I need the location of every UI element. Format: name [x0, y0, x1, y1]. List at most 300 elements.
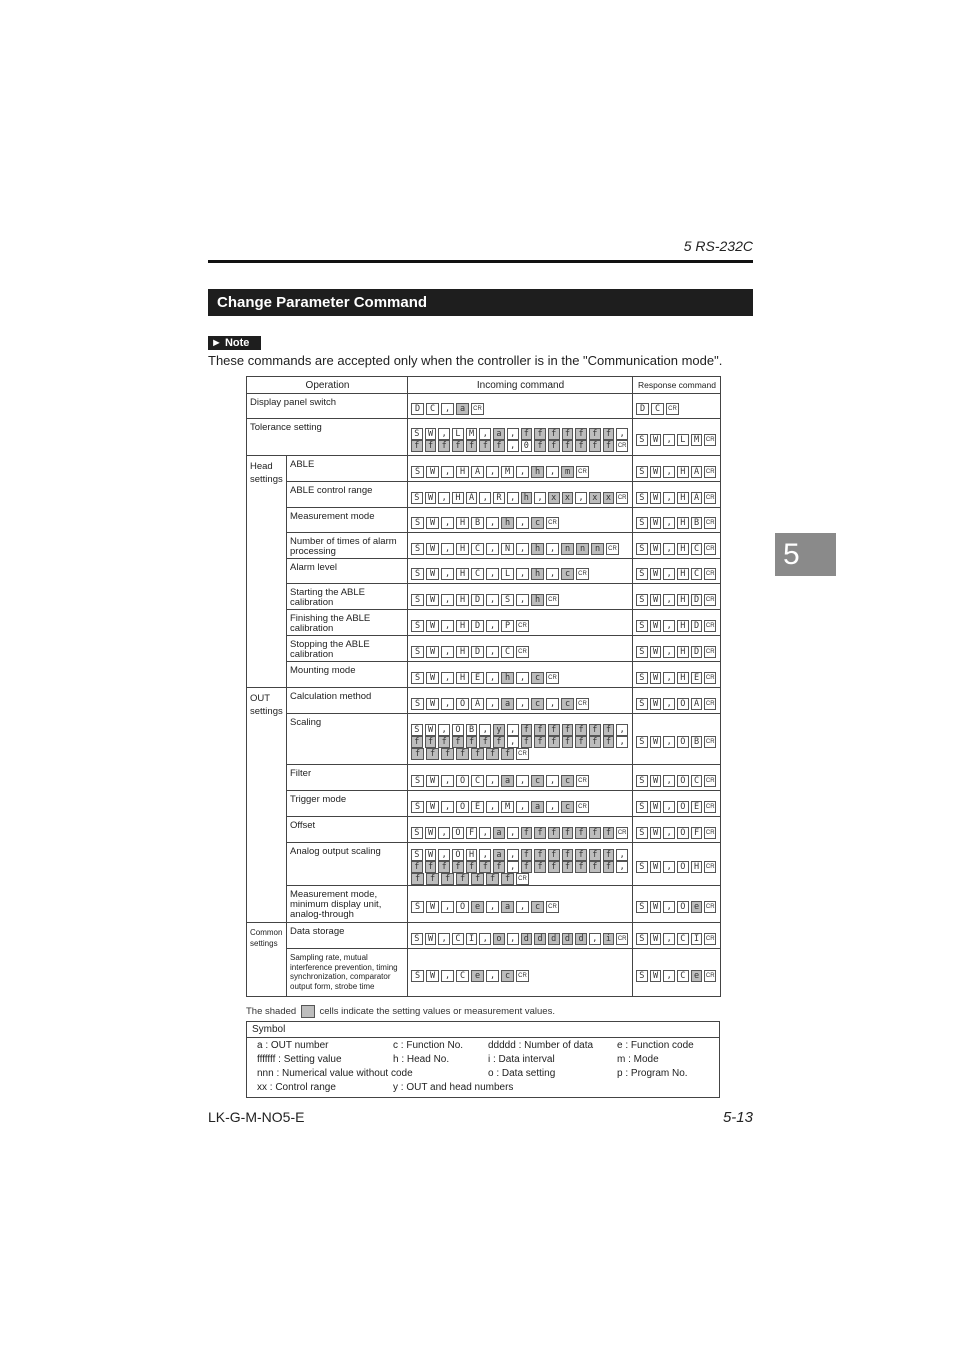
- command-char-cell: S: [636, 901, 648, 913]
- command-sequence: [411, 933, 630, 944]
- command-sequence: [411, 861, 630, 872]
- table-row: [247, 610, 721, 636]
- setting-value-cell: f: [548, 827, 560, 839]
- command-char-cell: W: [650, 827, 662, 839]
- setting-value-cell: f: [411, 440, 423, 452]
- response-command: [633, 765, 721, 791]
- command-char-cell: S: [636, 594, 648, 606]
- carriage-return-cell: CR: [704, 901, 716, 913]
- setting-value-cell: f: [562, 736, 574, 748]
- table-row: [247, 688, 721, 714]
- carriage-return-cell: CR: [704, 775, 716, 787]
- command-char-cell: H: [456, 466, 469, 478]
- carriage-return-cell: CR: [576, 801, 589, 813]
- command-char-cell: B: [471, 517, 484, 529]
- command-char-cell: R: [493, 492, 505, 504]
- setting-value-cell: c: [531, 672, 544, 684]
- command-char-cell: S: [636, 517, 648, 529]
- setting-value-cell: h: [501, 517, 514, 529]
- command-char-cell: W: [650, 698, 662, 710]
- command-char-cell: ,: [516, 672, 529, 684]
- command-char-cell: H: [456, 620, 469, 632]
- command-char-cell: W: [426, 646, 439, 658]
- setting-value-cell: f: [466, 736, 478, 748]
- table-row: [247, 394, 721, 419]
- setting-value-cell: h: [501, 672, 514, 684]
- table-row: [247, 533, 721, 559]
- command-char-cell: ,: [479, 724, 491, 736]
- command-char-cell: S: [411, 698, 424, 710]
- command-char-cell: H: [677, 517, 689, 529]
- command-char-cell: S: [636, 970, 648, 982]
- setting-value-cell: a: [493, 428, 505, 440]
- setting-value-cell: f: [589, 849, 601, 861]
- symbol-item: h : Head No.: [393, 1054, 450, 1065]
- group-label-head: Head settings: [247, 456, 287, 688]
- carriage-return-cell: CR: [576, 568, 589, 580]
- command-char-cell: D: [691, 646, 703, 658]
- command-char-cell: F: [466, 827, 478, 839]
- command-char-cell: ,: [516, 775, 529, 787]
- setting-value-cell: n: [591, 543, 604, 555]
- command-char-cell: S: [636, 646, 648, 658]
- symbol-legend: [246, 1021, 720, 1098]
- command-char-cell: W: [426, 466, 439, 478]
- command-char-cell: ,: [441, 646, 454, 658]
- command-char-cell: I: [691, 933, 703, 945]
- command-char-cell: ,: [534, 492, 546, 504]
- command-char-cell: C: [677, 933, 689, 945]
- carriage-return-cell: CR: [704, 827, 716, 839]
- command-char-cell: ,: [441, 801, 454, 813]
- setting-value-cell: f: [603, 849, 615, 861]
- command-char-cell: H: [456, 594, 469, 606]
- command-char-cell: S: [636, 543, 648, 555]
- command-char-cell: ,: [616, 861, 628, 873]
- command-char-cell: ,: [546, 568, 559, 580]
- setting-value-cell: f: [501, 748, 514, 760]
- command-char-cell: ,: [486, 466, 499, 478]
- setting-value-cell: f: [534, 827, 546, 839]
- setting-value-cell: x: [562, 492, 574, 504]
- command-char-cell: O: [456, 901, 469, 913]
- setting-value-cell: f: [603, 827, 615, 839]
- carriage-return-cell: CR: [616, 827, 628, 839]
- command-sequence: [636, 434, 718, 445]
- setting-value-cell: f: [471, 873, 484, 885]
- setting-value-cell: f: [575, 861, 587, 873]
- response-command: [633, 610, 721, 636]
- setting-value-cell: f: [493, 736, 505, 748]
- command-char-cell: ,: [441, 620, 454, 632]
- command-char-cell: O: [456, 801, 469, 813]
- command-sequence: [636, 698, 718, 709]
- command-char-cell: ,: [441, 568, 454, 580]
- operation-label: Mounting mode: [287, 662, 408, 688]
- command-char-cell: D: [691, 594, 703, 606]
- carriage-return-cell: CR: [606, 543, 619, 555]
- command-char-cell: H: [452, 492, 464, 504]
- setting-value-cell: f: [548, 736, 560, 748]
- response-command: [633, 482, 721, 508]
- command-char-cell: ,: [589, 933, 601, 945]
- command-char-cell: S: [411, 801, 424, 813]
- command-char-cell: ,: [616, 724, 628, 736]
- shade-legend-before: The shaded: [246, 1006, 297, 1018]
- command-char-cell: S: [411, 492, 423, 504]
- command-char-cell: O: [456, 775, 469, 787]
- command-char-cell: S: [636, 933, 648, 945]
- command-char-cell: D: [691, 620, 703, 632]
- setting-value-cell: m: [561, 466, 574, 478]
- setting-value-cell: f: [521, 849, 533, 861]
- command-sequence: [636, 970, 718, 981]
- command-char-cell: W: [426, 901, 439, 913]
- command-char-cell: O: [677, 861, 689, 873]
- command-char-cell: ,: [486, 698, 499, 710]
- carriage-return-cell: CR: [704, 933, 716, 945]
- setting-value-cell: a: [531, 801, 544, 813]
- carriage-return-cell: CR: [471, 403, 484, 415]
- command-char-cell: H: [677, 466, 689, 478]
- command-char-cell: ,: [663, 672, 675, 684]
- setting-value-cell: f: [493, 440, 505, 452]
- command-sequence: [411, 517, 630, 528]
- command-sequence: [411, 646, 630, 657]
- carriage-return-cell: CR: [704, 543, 716, 555]
- operation-label: Data storage: [287, 923, 408, 949]
- command-char-cell: H: [677, 492, 689, 504]
- command-sequence: [411, 748, 630, 759]
- command-sequence: [411, 568, 630, 579]
- command-char-cell: ,: [663, 801, 675, 813]
- setting-value-cell: f: [603, 736, 615, 748]
- command-sequence: [636, 620, 718, 631]
- command-char-cell: ,: [616, 428, 628, 440]
- setting-value-cell: c: [531, 901, 544, 913]
- setting-value-cell: f: [562, 861, 574, 873]
- setting-value-cell: f: [589, 861, 601, 873]
- page-title: Change Parameter Command: [208, 289, 753, 316]
- table-row: [247, 843, 721, 886]
- command-sequence: [411, 403, 630, 414]
- command-sequence: [636, 403, 718, 414]
- command-sequence: [636, 672, 718, 683]
- setting-value-cell: c: [561, 775, 574, 787]
- command-char-cell: W: [650, 775, 662, 787]
- command-char-cell: ,: [663, 970, 675, 982]
- operation-label: Scaling: [287, 714, 408, 765]
- setting-value-cell: h: [531, 466, 544, 478]
- command-char-cell: ,: [438, 492, 450, 504]
- command-char-cell: ,: [438, 724, 450, 736]
- command-sequence: [411, 543, 630, 554]
- symbol-legend-title: Symbol: [247, 1022, 719, 1038]
- operation-label: Sampling rate, mutual interference prevention, timing synchronization, comparator output form, strobe time: [287, 949, 408, 997]
- command-char-cell: S: [411, 901, 424, 913]
- command-char-cell: ,: [546, 466, 559, 478]
- setting-value-cell: f: [575, 428, 587, 440]
- response-command: [633, 636, 721, 662]
- command-char-cell: C: [691, 775, 703, 787]
- incoming-command: [408, 923, 633, 949]
- command-char-cell: ,: [479, 492, 491, 504]
- setting-value-cell: f: [411, 748, 424, 760]
- setting-value-cell: d: [562, 933, 574, 945]
- command-char-cell: ,: [516, 568, 529, 580]
- command-char-cell: S: [411, 568, 424, 580]
- incoming-command: [408, 765, 633, 791]
- command-char-cell: W: [650, 466, 662, 478]
- shade-legend-after: cells indicate the setting values or measurement values.: [319, 1006, 555, 1018]
- setting-value-cell: a: [456, 403, 469, 415]
- command-char-cell: ,: [486, 543, 499, 555]
- command-char-cell: ,: [516, 594, 529, 606]
- command-char-cell: H: [677, 568, 689, 580]
- setting-value-cell: f: [589, 440, 601, 452]
- table-row: [247, 923, 721, 949]
- command-char-cell: ,: [479, 933, 491, 945]
- command-char-cell: H: [456, 568, 469, 580]
- carriage-return-cell: CR: [546, 517, 559, 529]
- carriage-return-cell: CR: [704, 466, 716, 478]
- symbol-item: nnn : Numerical value without code: [257, 1068, 413, 1079]
- command-char-cell: ,: [616, 736, 628, 748]
- setting-value-cell: f: [466, 861, 478, 873]
- command-sequence: [636, 517, 718, 528]
- setting-value-cell: d: [521, 933, 533, 945]
- command-char-cell: W: [650, 517, 662, 529]
- command-sequence: [636, 594, 718, 605]
- command-char-cell: S: [411, 724, 423, 736]
- command-char-cell: C: [651, 403, 664, 415]
- operation-label: Trigger mode: [287, 791, 408, 817]
- setting-value-cell: f: [479, 861, 491, 873]
- setting-value-cell: f: [562, 724, 574, 736]
- command-char-cell: S: [636, 698, 648, 710]
- table-row: [247, 584, 721, 610]
- command-char-cell: ,: [663, 736, 675, 748]
- operation-label: Tolerance setting: [247, 419, 408, 456]
- command-char-cell: L: [677, 434, 689, 446]
- command-sequence: [411, 801, 630, 812]
- command-char-cell: ,: [507, 724, 519, 736]
- incoming-command: [408, 791, 633, 817]
- command-char-cell: M: [501, 466, 514, 478]
- command-char-cell: ,: [441, 901, 454, 913]
- carriage-return-cell: CR: [516, 748, 529, 760]
- command-char-cell: D: [471, 646, 484, 658]
- response-command: [633, 662, 721, 688]
- operation-label: Alarm level: [287, 559, 408, 584]
- setting-value-cell: n: [561, 543, 574, 555]
- operation-label: ABLE: [287, 456, 408, 482]
- command-char-cell: ,: [507, 827, 519, 839]
- setting-value-cell: f: [548, 724, 560, 736]
- command-char-cell: S: [636, 466, 648, 478]
- command-char-cell: ,: [486, 672, 499, 684]
- response-command: [633, 688, 721, 714]
- setting-value-cell: f: [548, 440, 560, 452]
- setting-value-cell: f: [441, 873, 454, 885]
- setting-value-cell: f: [548, 428, 560, 440]
- command-char-cell: W: [650, 620, 662, 632]
- setting-value-cell: h: [531, 543, 544, 555]
- command-char-cell: C: [426, 403, 439, 415]
- command-char-cell: ,: [441, 672, 454, 684]
- table-row: [247, 636, 721, 662]
- incoming-command: [408, 843, 633, 886]
- incoming-command: [408, 559, 633, 584]
- command-char-cell: A: [471, 466, 484, 478]
- symbol-item: p : Program No.: [617, 1068, 688, 1079]
- command-char-cell: ,: [507, 861, 519, 873]
- setting-value-cell: e: [691, 901, 703, 913]
- carriage-return-cell: CR: [704, 568, 716, 580]
- command-sequence: [636, 646, 718, 657]
- setting-value-cell: a: [501, 698, 514, 710]
- command-char-cell: P: [501, 620, 514, 632]
- command-char-cell: ,: [663, 434, 675, 446]
- carriage-return-cell: CR: [704, 736, 716, 748]
- command-char-cell: ,: [663, 861, 675, 873]
- command-char-cell: W: [425, 428, 437, 440]
- command-char-cell: W: [650, 970, 662, 982]
- incoming-command: [408, 714, 633, 765]
- carriage-return-cell: CR: [704, 517, 716, 529]
- command-sequence: [411, 440, 630, 451]
- command-sequence: [411, 736, 630, 747]
- table-row: [247, 817, 721, 843]
- command-char-cell: M: [691, 434, 703, 446]
- operation-label: ABLE control range: [287, 482, 408, 508]
- table-row: [247, 508, 721, 533]
- setting-value-cell: o: [493, 933, 505, 945]
- command-char-cell: H: [691, 861, 703, 873]
- command-char-cell: W: [426, 775, 439, 787]
- setting-value-cell: h: [521, 492, 533, 504]
- command-char-cell: W: [650, 736, 662, 748]
- carriage-return-cell: CR: [666, 403, 679, 415]
- command-char-cell: ,: [507, 428, 519, 440]
- command-sequence: [411, 698, 630, 709]
- setting-value-cell: f: [589, 736, 601, 748]
- response-command: [633, 533, 721, 559]
- command-char-cell: O: [677, 775, 689, 787]
- command-char-cell: W: [650, 434, 662, 446]
- command-char-cell: I: [466, 933, 478, 945]
- table-row: [247, 949, 721, 997]
- command-char-cell: ,: [516, 517, 529, 529]
- command-char-cell: O: [677, 736, 689, 748]
- table-row: [247, 559, 721, 584]
- command-char-cell: O: [677, 827, 689, 839]
- setting-value-cell: f: [589, 827, 601, 839]
- incoming-command: [408, 419, 633, 456]
- command-sequence: [636, 568, 718, 579]
- command-char-cell: O: [677, 801, 689, 813]
- carriage-return-cell: CR: [616, 440, 628, 452]
- setting-value-cell: f: [562, 827, 574, 839]
- operation-label: Filter: [287, 765, 408, 791]
- command-char-cell: C: [691, 568, 703, 580]
- setting-value-cell: f: [575, 827, 587, 839]
- command-char-cell: ,: [663, 901, 675, 913]
- carriage-return-cell: CR: [546, 901, 559, 913]
- command-char-cell: W: [650, 901, 662, 913]
- command-char-cell: D: [471, 594, 484, 606]
- carriage-return-cell: CR: [516, 620, 529, 632]
- command-char-cell: ,: [486, 594, 499, 606]
- command-char-cell: W: [426, 543, 439, 555]
- command-char-cell: S: [411, 933, 423, 945]
- setting-value-cell: h: [531, 568, 544, 580]
- command-char-cell: D: [636, 403, 649, 415]
- incoming-command: [408, 949, 633, 997]
- setting-value-cell: f: [534, 428, 546, 440]
- setting-value-cell: f: [456, 748, 469, 760]
- setting-value-cell: f: [493, 861, 505, 873]
- setting-value-cell: f: [486, 873, 499, 885]
- command-char-cell: O: [452, 827, 464, 839]
- setting-value-cell: f: [425, 861, 437, 873]
- shade-legend: [246, 1005, 555, 1018]
- command-sequence: [411, 492, 630, 503]
- command-char-cell: E: [691, 801, 703, 813]
- incoming-command: [408, 394, 633, 419]
- setting-value-cell: f: [521, 827, 533, 839]
- command-char-cell: S: [636, 672, 648, 684]
- command-char-cell: ,: [663, 827, 675, 839]
- setting-value-cell: e: [471, 970, 484, 982]
- response-command: [633, 817, 721, 843]
- command-char-cell: ,: [438, 827, 450, 839]
- col-header-incoming: Incoming command: [408, 377, 633, 394]
- command-sequence: [411, 827, 630, 838]
- command-char-cell: D: [471, 620, 484, 632]
- command-char-cell: S: [636, 827, 648, 839]
- carriage-return-cell: CR: [576, 698, 589, 710]
- command-char-cell: C: [452, 933, 464, 945]
- setting-value-cell: c: [501, 970, 514, 982]
- command-char-cell: S: [411, 849, 423, 861]
- col-header-operation: Operation: [247, 377, 408, 394]
- command-char-cell: ,: [507, 440, 519, 452]
- setting-value-cell: x: [589, 492, 601, 504]
- operation-label: Offset: [287, 817, 408, 843]
- carriage-return-cell: CR: [576, 775, 589, 787]
- response-command: [633, 394, 721, 419]
- setting-value-cell: f: [575, 440, 587, 452]
- carriage-return-cell: CR: [616, 933, 628, 945]
- command-char-cell: S: [411, 646, 424, 658]
- setting-value-cell: a: [501, 901, 514, 913]
- setting-value-cell: f: [589, 428, 601, 440]
- command-char-cell: S: [411, 543, 424, 555]
- command-char-cell: B: [466, 724, 478, 736]
- command-char-cell: W: [425, 492, 437, 504]
- command-char-cell: W: [650, 492, 662, 504]
- setting-value-cell: f: [425, 736, 437, 748]
- command-sequence: [411, 594, 630, 605]
- response-command: [633, 923, 721, 949]
- command-char-cell: ,: [486, 620, 499, 632]
- setting-value-cell: f: [548, 861, 560, 873]
- command-char-cell: ,: [575, 492, 587, 504]
- operation-label: Analog output scaling: [287, 843, 408, 886]
- command-char-cell: S: [411, 775, 424, 787]
- command-char-cell: ,: [441, 403, 454, 415]
